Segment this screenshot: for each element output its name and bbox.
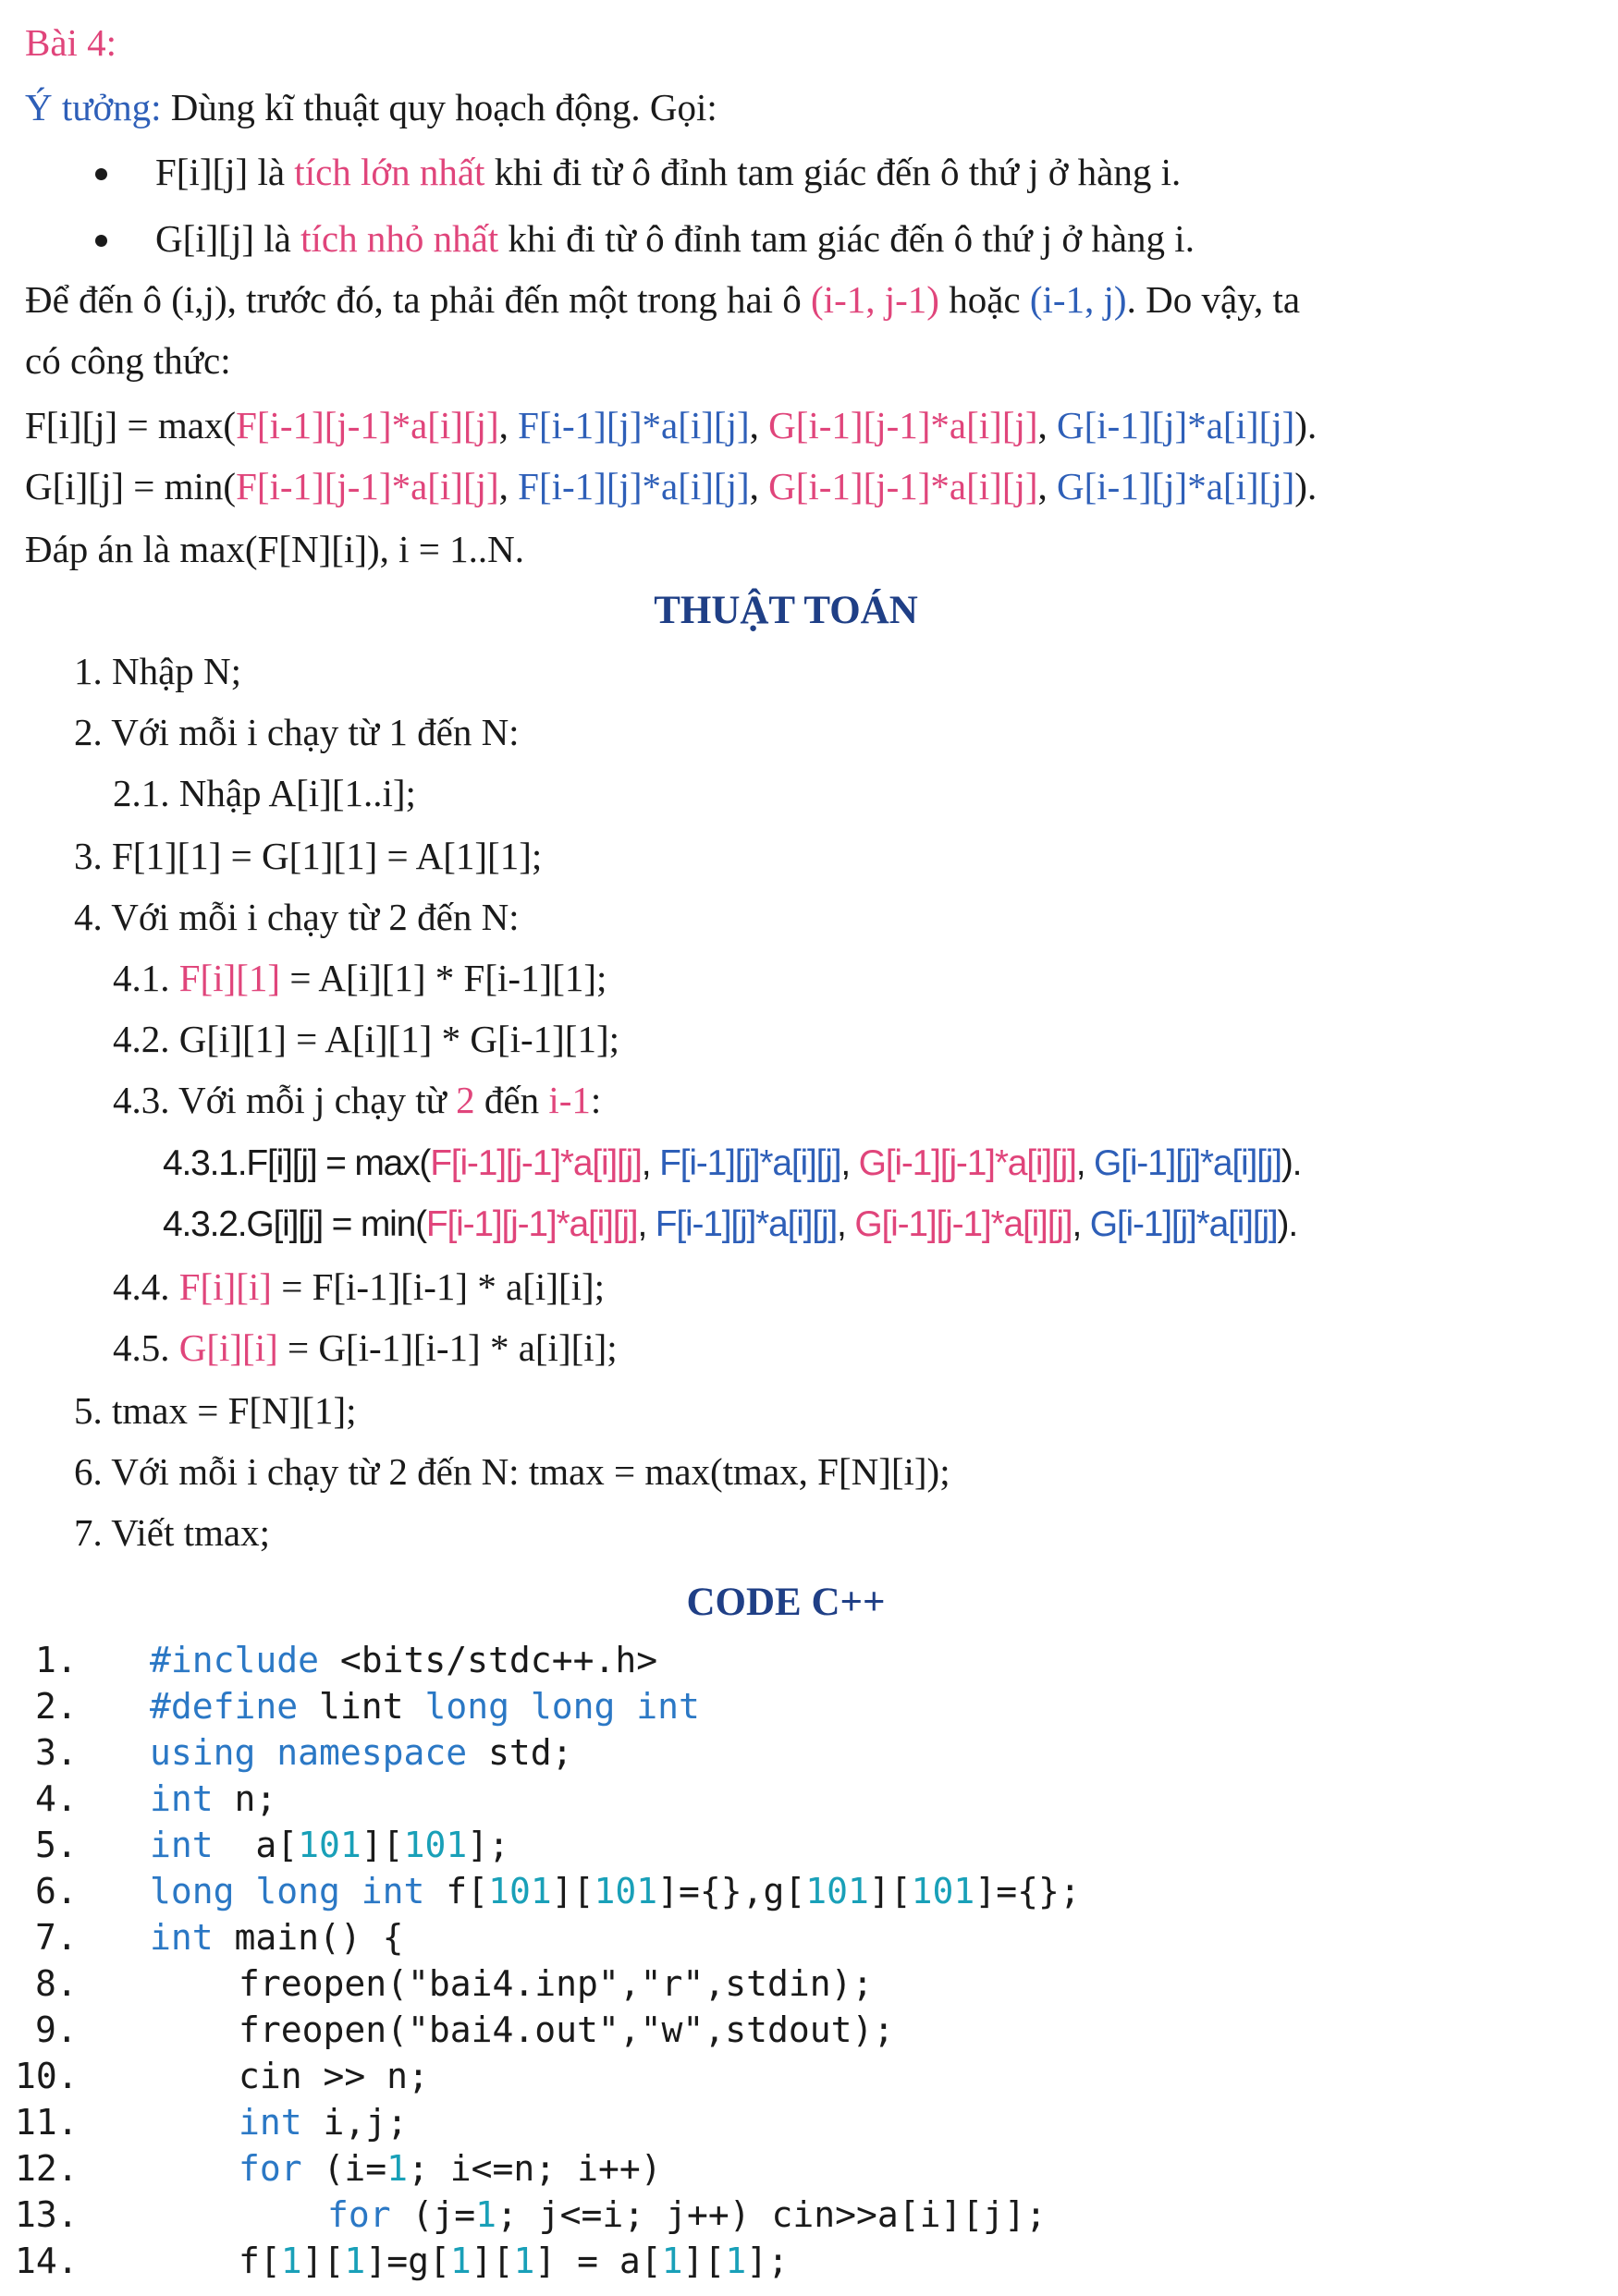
term: G[i-1][j-1]*a[i][j] [768,404,1038,446]
code-text: (i= [301,2148,387,2189]
line-number: 8. [35,1963,78,2004]
code-number: 1 [344,2241,366,2281]
code-line: freopen("bai4.inp","r",stdin); [239,1963,874,2004]
step-text: đến [474,1079,549,1121]
code-number: 1 [725,2241,747,2281]
term: G[i-1][j-1]*a[i][j] [858,1143,1076,1183]
code-number: 1 [386,2148,409,2189]
step-end: ). [1277,1204,1297,1244]
sep: , [749,404,769,446]
code-text: <bits/stdc++.h> [319,1640,658,1680]
term: G[i-1][j]*a[i][j] [1089,1204,1278,1244]
code-keyword: using namespace [150,1732,468,1773]
term: F[i-1][j-1]*a[i][j] [430,1143,642,1183]
code-number: 101 [298,1825,362,1865]
code-text: ][ [868,1871,912,1911]
step-4-4 [113,1264,605,1310]
sep: , [498,465,519,507]
term: F[i-1][j]*a[i][j] [659,1143,841,1183]
step-rest: = G[i-1][i-1] * a[i][i]; [277,1326,618,1369]
code-text: main() { [213,1917,404,1958]
paragraph-line-1 [25,277,1300,323]
para-text: hoặc [938,278,1030,321]
code-number: 101 [488,1871,552,1911]
code-text: ] = a[ [534,2241,662,2281]
sep: , [641,1143,660,1183]
code-line [150,1825,509,1867]
code-text: lint [298,1686,425,1727]
code-text: ][ [471,2241,514,2281]
step-4-3 [113,1078,601,1123]
idea-text: Dùng kĩ thuật quy hoạch động. Gọi: [161,86,717,128]
term: F[i-1][j]*a[i][j] [655,1204,838,1244]
code-line [150,1917,404,1960]
bullet-f [155,150,1181,195]
term: F[i-1][j-1]*a[i][j] [425,1204,638,1244]
line-number: 5. [35,1825,78,1865]
line-number: 13. [15,2194,79,2235]
answer-line: Đáp án là max(F[N][i]), i = 1..N. [25,528,525,570]
step-2: 2. Với mỗi i chạy từ 1 đến N: [74,711,520,753]
formula-f [25,403,1317,448]
code-text: n; [213,1778,277,1819]
code-number: 1 [513,2241,535,2281]
code-number: 101 [805,1871,869,1911]
step-text: 4.3.1.F[i][j] = max( [163,1143,431,1183]
code-line [239,2102,408,2144]
code-text: ][ [361,1825,404,1865]
step-rest: = A[i][1] * F[i-1][1]; [280,957,607,999]
bullet-f-pre: F[i][j] là [155,151,295,193]
term: G[i-1][j]*a[i][j] [1057,465,1295,507]
step-rest: = F[i-1][i-1] * a[i][i]; [271,1265,606,1308]
formula-g [25,464,1317,509]
line-number: 11. [15,2102,79,2143]
step-1: 1. Nhập N; [74,650,242,692]
code-text: ][ [301,2241,345,2281]
step-highlight: i-1 [548,1079,591,1121]
step-num: 4.4. [113,1265,179,1308]
code-number: 101 [594,1871,658,1911]
line-number: 1. [35,1640,78,1680]
step-4: 4. Với mỗi i chạy từ 2 đến N: [74,896,520,938]
para-text: . Do vậy, ta [1126,278,1301,321]
line-number: 4. [35,1778,78,1819]
step-text: 4.3.2.G[i][j] = min( [163,1204,426,1244]
code-number: 101 [911,1871,975,1911]
step-highlight: G[i][i] [178,1326,278,1369]
code-number: 1 [475,2194,497,2235]
paragraph-line-2: có công thức: [25,339,231,382]
sep: , [837,1204,855,1244]
term: F[i-1][j-1]*a[i][j] [236,404,499,446]
code-text: ]; [746,2241,789,2281]
code-line [150,1732,573,1775]
code-line [150,1778,276,1821]
code-line [150,1640,657,1682]
step-7: 7. Viết tmax; [74,1511,271,1554]
step-4-2: 4.2. G[i][1] = A[i][1] * G[i-1][1]; [113,1018,619,1060]
sep: , [1037,465,1058,507]
code-keyword: int [150,1778,214,1819]
step-highlight: 2 [456,1079,475,1121]
step-end: ). [1281,1143,1302,1183]
code-text: std; [467,1732,573,1773]
code-line [239,2241,789,2283]
line-number: 14. [15,2241,79,2281]
code-keyword: long long int [150,1871,425,1911]
sep: , [1075,1143,1095,1183]
code-text: i,j; [301,2102,409,2143]
code-keyword: #define [150,1686,299,1727]
code-line [327,2194,1047,2237]
code-text: ]; [467,1825,509,1865]
sep: , [498,404,519,446]
step-2-1: 2.1. Nhập A[i][1..i]; [113,772,416,814]
code-line [239,2148,662,2191]
code-keyword: for [327,2194,391,2235]
code-keyword: int [150,1825,214,1865]
term: F[i-1][j]*a[i][j] [518,465,750,507]
step-5: 5. tmax = F[N][1]; [74,1389,357,1432]
code-text: a[ [213,1825,299,1865]
sep: , [1037,404,1058,446]
line-number: 6. [35,1871,78,1911]
code-keyword: int [150,1917,214,1958]
term: F[i-1][j-1]*a[i][j] [236,465,499,507]
term: G[i-1][j]*a[i][j] [1094,1143,1281,1183]
bullet-g [155,216,1195,262]
bullet-f-post: khi đi từ ô đỉnh tam giác đến ô thứ j ở hàng i. [484,151,1182,193]
bullet-g-pre: G[i][j] là [155,217,301,260]
code-number: 1 [280,2241,302,2281]
code-line [150,1871,1081,1913]
code-keyword: int [239,2102,302,2143]
cell-ref-diag: (i-1, j-1) [811,278,939,321]
step-6: 6. Với mỗi i chạy từ 2 đến N: tmax = max(tmax, F[N][i]); [74,1450,950,1493]
step-text: 4.3. Với mỗi j chạy từ [113,1079,457,1121]
code-text: ]={}; [974,1871,1081,1911]
code-text: f[ [239,2241,281,2281]
line-number: 7. [35,1917,78,1958]
formula-end: ). [1294,404,1318,446]
code-text: (j= [390,2194,476,2235]
line-number: 12. [15,2148,79,2189]
step-4-1 [113,956,607,1001]
line-number: 9. [35,2009,78,2050]
code-keyword: long long int [424,1686,700,1727]
code-line: cin >> n; [239,2056,429,2096]
sep: , [749,465,769,507]
step-highlight: F[i][1] [178,957,281,999]
code-title: CODE C++ [686,1581,886,1624]
line-number: 3. [35,1732,78,1773]
code-text: ]=g[ [365,2241,450,2281]
code-keyword: #include [150,1640,320,1680]
step-3: 3. F[1][1] = G[1][1] = A[1][1]; [74,835,543,877]
code-text: f[ [424,1871,489,1911]
term: F[i-1][j]*a[i][j] [518,404,750,446]
idea-label: Ý tưởng: [25,86,162,128]
sep: , [637,1204,656,1244]
code-text: ; i<=n; i++) [408,2148,662,2189]
code-line [150,1686,700,1728]
code-keyword: for [239,2148,302,2189]
code-number: 1 [661,2241,683,2281]
code-text: ; j<=i; j++) cin>>a[i][j]; [496,2194,1047,2235]
term: G[i-1][j-1]*a[i][j] [768,465,1038,507]
algorithm-title: THUẬT TOÁN [654,589,918,632]
formula-end: ). [1294,465,1318,507]
step-text: : [590,1079,602,1121]
code-text: ]={},g[ [657,1871,806,1911]
sep: , [840,1143,859,1183]
step-highlight: F[i][i] [178,1265,272,1308]
sep: , [1072,1204,1090,1244]
para-text: Để đến ô (i,j), trước đó, ta phải đến một trong hai ô [25,278,812,321]
exercise-heading: Bài 4: [25,21,117,64]
idea-line [25,85,717,130]
bullet-dot [95,168,107,180]
cell-ref-up: (i-1, j) [1029,278,1127,321]
step-4-3-2 [163,1203,1297,1247]
line-number: 10. [15,2056,79,2096]
step-4-3-1 [163,1142,1301,1186]
step-num: 4.1. [113,957,179,999]
bullet-f-highlight: tích lớn nhất [294,151,485,193]
code-text: ][ [682,2241,726,2281]
line-number: 2. [35,1686,78,1727]
formula-lhs: G[i][j] = min( [25,465,237,507]
code-text: ][ [551,1871,594,1911]
term: G[i-1][j]*a[i][j] [1057,404,1295,446]
step-num: 4.5. [113,1326,179,1369]
term: G[i-1][j-1]*a[i][j] [854,1204,1073,1244]
bullet-g-highlight: tích nhỏ nhất [300,217,499,260]
code-number: 1 [449,2241,472,2281]
code-line: freopen("bai4.out","w",stdout); [239,2009,895,2050]
code-number: 101 [403,1825,468,1865]
bullet-dot [95,235,107,247]
step-4-5 [113,1325,618,1371]
formula-lhs: F[i][j] = max( [25,404,237,446]
bullet-g-post: khi đi từ ô đỉnh tam giác đến ô thứ j ở hàng i. [498,217,1195,260]
